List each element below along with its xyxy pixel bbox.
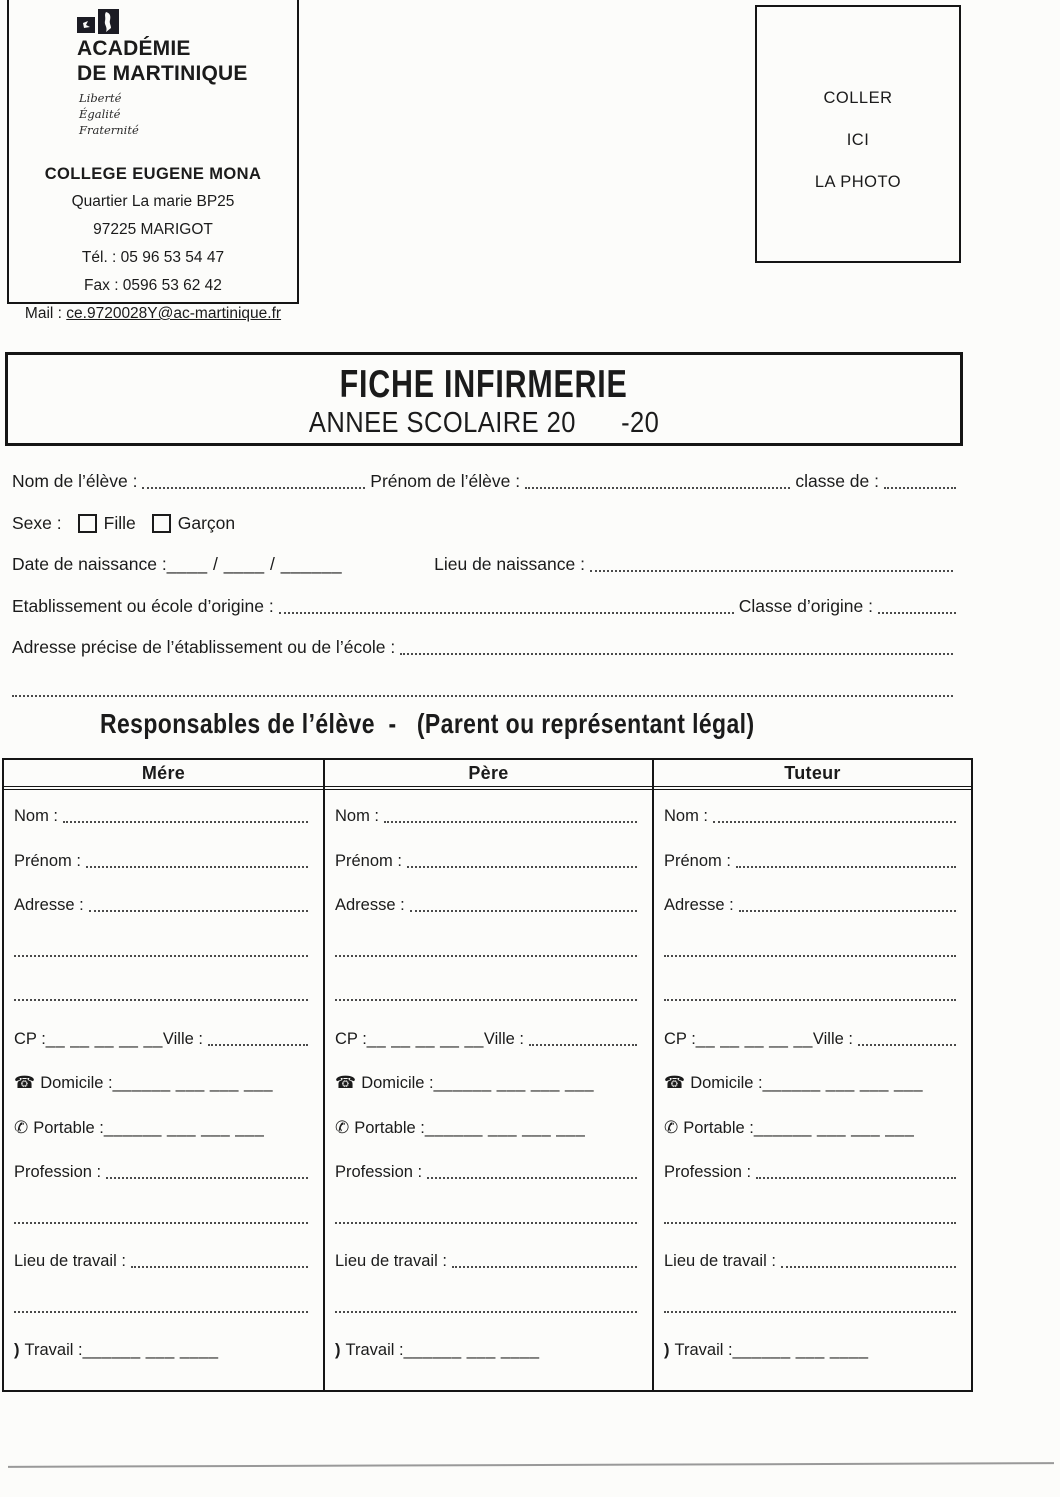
mere-ville-blank — [208, 1044, 308, 1046]
column-mere-header: Mére — [4, 760, 323, 790]
mere-adresse-line2 — [14, 938, 313, 960]
pere-lieu-travail-row: Lieu de travail : — [335, 1249, 642, 1271]
mere-adresse-line3 — [14, 982, 313, 1004]
academy-header-box — [7, 0, 299, 322]
work-phone-icon: ) — [335, 1341, 341, 1359]
mere-travail-row: ) Travail : ______ ___ ____ — [14, 1341, 219, 1359]
birthdate-blank: ____ / ____ / ______ — [166, 554, 343, 574]
photo-box-line2: ICI — [846, 131, 870, 149]
pere-profession-row: Profession : — [335, 1160, 642, 1182]
pere-adresse-blank — [410, 910, 637, 912]
pere-adresse-line2 — [335, 938, 642, 960]
origin-school-blank — [279, 612, 734, 614]
tuteur-adresse-line2 — [664, 938, 961, 960]
student-class-blank — [884, 487, 956, 489]
mobile-phone-icon: ✆ — [14, 1117, 29, 1138]
responsables-table — [2, 758, 973, 1392]
column-pere — [325, 760, 654, 1390]
tuteur-adresse-row: Adresse : — [664, 893, 961, 915]
tuteur-adresse-blank — [739, 910, 956, 912]
fille-label: Fille — [103, 512, 136, 533]
mere-nom-blank — [63, 821, 308, 823]
origin-school-label: Etablissement ou école d’origine : — [12, 595, 274, 616]
school-mail-address: ce.9720028Y@ac-martinique.fr — [66, 305, 282, 322]
form-title-box — [5, 352, 963, 446]
student-firstname-label: Prénom de l’élève : — [370, 471, 521, 491]
page-bottom-scan-line — [8, 1462, 1054, 1468]
birthdate-label: Date de naissance : — [12, 554, 167, 574]
photo-box-line1: COLLER — [823, 89, 893, 107]
origin-school-row — [12, 591, 958, 617]
pere-travail-row: ) Travail : ______ ___ ____ — [335, 1341, 540, 1359]
tuteur-ville-blank — [858, 1044, 956, 1046]
academy-name-line2: DE MARTINIQUE — [77, 62, 248, 85]
school-phone: Tél. : 05 96 53 54 47 — [81, 249, 225, 266]
tuteur-nom-row: Nom : — [664, 804, 961, 826]
origin-address-blank-line2 — [12, 695, 953, 697]
pere-cp-ville-row: CP : __ __ __ __ __ Ville : — [335, 1027, 642, 1049]
form-title: FICHE INFIRMERIE — [340, 363, 628, 406]
pere-domicile-blank: ______ ___ ___ ___ — [433, 1074, 595, 1092]
garcon-label: Garçon — [177, 512, 236, 533]
mere-nom-row: Nom : — [14, 804, 313, 826]
school-info — [9, 160, 297, 328]
mere-prenom-row: Prénom : — [14, 849, 313, 871]
academy-motto: Liberté Égalité Fraternité — [79, 91, 139, 137]
student-class-label: classe de : — [795, 471, 879, 491]
pere-lieu-travail-line2 — [335, 1294, 642, 1316]
origin-address-label: Adresse précise de l’établissement ou de l’école : — [12, 637, 396, 657]
pere-nom-row: Nom : — [335, 804, 642, 826]
mere-portable-row: ✆ Portable : ______ ___ ___ ___ — [14, 1117, 265, 1138]
pere-portable-row: ✆ Portable : ______ ___ ___ ___ — [335, 1117, 586, 1138]
mere-prenom-blank — [86, 866, 308, 868]
school-name: COLLEGE EUGENE MONA — [44, 165, 262, 183]
fille-checkbox — [78, 514, 97, 533]
birth-row — [12, 549, 958, 575]
school-year-subtitle: ANNEE SCOLAIRE 20 -20 — [308, 407, 660, 439]
tuteur-lieu-travail-line2 — [664, 1294, 961, 1316]
tuteur-domicile-blank: ______ ___ ___ ___ — [762, 1074, 924, 1092]
column-mere — [4, 760, 325, 1390]
pere-profession-blank — [427, 1177, 637, 1179]
mobile-phone-icon: ✆ — [335, 1117, 350, 1138]
school-mail-line: Mail : ce.9720028Y@ac-martinique.fr — [24, 305, 282, 322]
pere-domicile-row: ☎ Domicile : ______ ___ ___ ___ — [335, 1073, 595, 1093]
column-tuteur — [654, 760, 971, 1390]
origin-class-label: Classe d’origine : — [738, 595, 873, 616]
origin-class-blank — [878, 612, 956, 614]
student-lastname-blank — [142, 487, 365, 489]
mere-profession-line2 — [14, 1205, 313, 1227]
school-fax: Fax : 0596 53 62 42 — [84, 277, 222, 294]
garcon-checkbox — [152, 514, 171, 533]
mobile-phone-icon: ✆ — [664, 1117, 679, 1138]
academy-name-line1: ACADÉMIE — [77, 37, 191, 60]
mere-cp-ville-row: CP : __ __ __ __ __ Ville : — [14, 1027, 313, 1049]
school-address-line1: Quartier La marie BP25 — [71, 193, 235, 210]
tuteur-nom-blank — [713, 821, 956, 823]
responsables-section-title: Responsables de l’élève - (Parent ou représentant légal) — [100, 708, 755, 739]
tuteur-profession-blank — [756, 1177, 956, 1179]
tuteur-domicile-row: ☎ Domicile : ______ ___ ___ ___ — [664, 1073, 924, 1093]
mere-lieu-travail-line2 — [14, 1294, 313, 1316]
tuteur-lieu-travail-blank — [781, 1266, 956, 1268]
pere-adresse-row: Adresse : — [335, 893, 642, 915]
origin-address-row — [12, 632, 958, 658]
student-firstname-blank — [525, 487, 790, 489]
mere-adresse-blank — [89, 910, 308, 912]
mere-lieu-travail-blank — [131, 1266, 308, 1268]
pere-portable-blank: ______ ___ ___ ___ — [424, 1118, 586, 1137]
tuteur-portable-row: ✆ Portable : ______ ___ ___ ___ — [664, 1117, 915, 1138]
mere-adresse-row: Adresse : — [14, 893, 313, 915]
tuteur-portable-blank: ______ ___ ___ ___ — [753, 1118, 915, 1137]
mere-portable-blank: ______ ___ ___ ___ — [103, 1118, 265, 1137]
mere-travail-blank: ______ ___ ____ — [82, 1341, 219, 1359]
column-pere-header: Père — [325, 760, 652, 790]
tuteur-cp-blank: __ __ __ __ __ — [695, 1029, 813, 1048]
pere-ville-blank — [529, 1044, 637, 1046]
student-name-row — [12, 466, 958, 492]
column-tuteur-header: Tuteur — [654, 760, 971, 790]
birthplace-blank — [590, 570, 953, 572]
mere-domicile-row: ☎ Domicile : ______ ___ ___ ___ — [14, 1073, 274, 1093]
sex-label: Sexe : — [12, 512, 62, 533]
academy-name — [77, 36, 248, 86]
tuteur-cp-ville-row: CP : __ __ __ __ __ Ville : — [664, 1027, 961, 1049]
pere-prenom-blank — [407, 866, 637, 868]
school-address-line2: 97225 MARIGOT — [93, 221, 213, 238]
home-phone-icon: ☎ — [664, 1073, 686, 1093]
student-lastname-label: Nom de l’élève : — [12, 471, 138, 491]
tuteur-prenom-row: Prénom : — [664, 849, 961, 871]
mere-cp-blank: __ __ __ __ __ — [45, 1029, 163, 1048]
pere-prenom-row: Prénom : — [335, 849, 642, 871]
home-phone-icon: ☎ — [14, 1073, 36, 1093]
sex-row — [12, 508, 958, 534]
tuteur-profession-line2 — [664, 1205, 961, 1227]
pere-nom-blank — [384, 821, 637, 823]
tuteur-profession-row: Profession : — [664, 1160, 961, 1182]
tuteur-lieu-travail-row: Lieu de travail : — [664, 1249, 961, 1271]
pere-adresse-line3 — [335, 982, 642, 1004]
pere-travail-blank: ______ ___ ____ — [403, 1341, 540, 1359]
mere-profession-row: Profession : — [14, 1160, 313, 1182]
mere-lieu-travail-row: Lieu de travail : — [14, 1249, 313, 1271]
mere-profession-blank — [106, 1177, 308, 1179]
student-fields — [12, 466, 958, 715]
tuteur-travail-row: ) Travail : ______ ___ ____ — [664, 1341, 869, 1359]
origin-address-blank — [400, 653, 953, 655]
pere-cp-blank: __ __ __ __ __ — [366, 1029, 484, 1048]
tuteur-prenom-blank — [736, 866, 956, 868]
work-phone-icon: ) — [14, 1341, 20, 1359]
birthplace-label: Lieu de naissance : — [434, 554, 585, 574]
pere-lieu-travail-blank — [452, 1266, 637, 1268]
origin-address-continuation-row — [12, 674, 958, 700]
photo-placeholder-box — [755, 5, 961, 263]
tuteur-adresse-line3 — [664, 982, 961, 1004]
home-phone-icon: ☎ — [335, 1073, 357, 1093]
pere-profession-line2 — [335, 1205, 642, 1227]
work-phone-icon: ) — [664, 1341, 670, 1359]
mere-domicile-blank: ______ ___ ___ ___ — [112, 1074, 274, 1092]
tuteur-travail-blank: ______ ___ ____ — [732, 1341, 869, 1359]
photo-box-line3: LA PHOTO — [814, 173, 902, 191]
